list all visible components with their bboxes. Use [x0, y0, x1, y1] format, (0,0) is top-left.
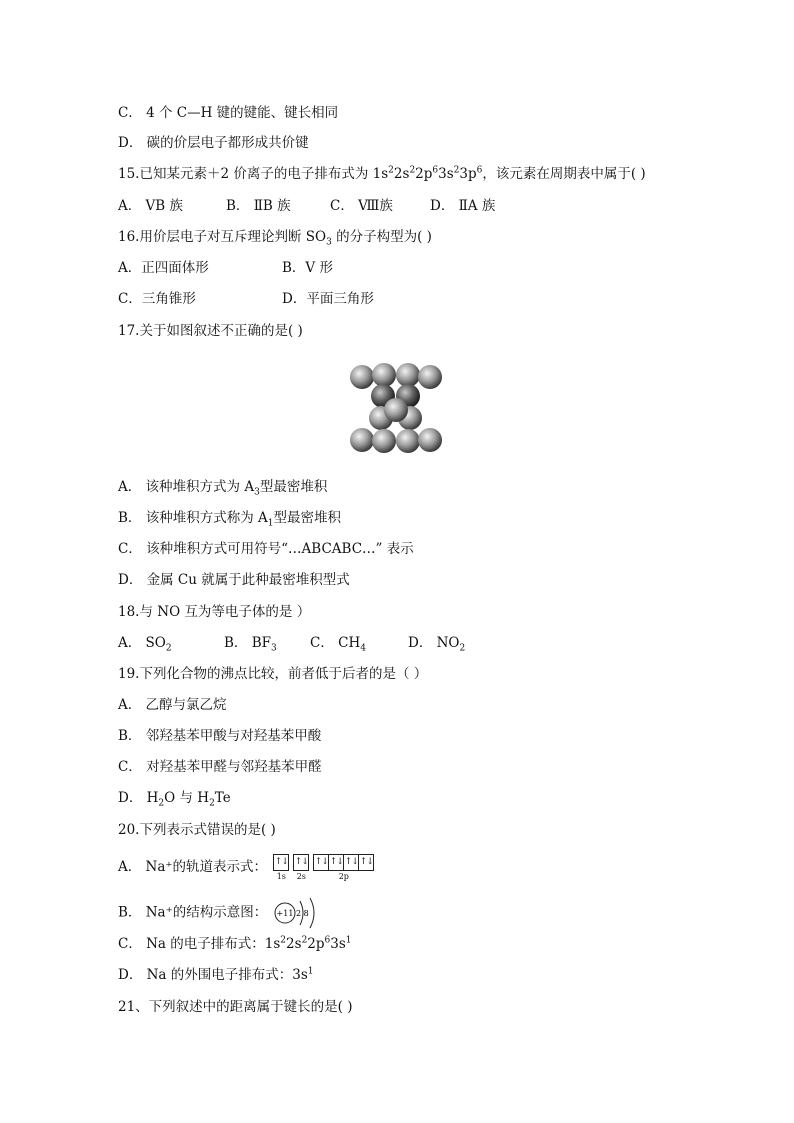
question-20: 20.下列表示式错误的是( )	[118, 822, 276, 838]
question-18: 18.与 NO 互为等电子体的是 ）	[118, 604, 311, 620]
option-19b: B． 邻羟基苯甲酸与对羟基苯甲酸	[118, 728, 322, 744]
orbital-box-1s: ↑↓	[274, 857, 288, 867]
sphere-layer-bottom	[350, 428, 442, 453]
option-20a: A． Na⁺的轨道表示式： ↑↓ 1s ↑↓ 2s ↑↓ ↑↓ ↑↓ ↑↓ 2p	[118, 854, 378, 881]
orbital-label-1s: 1s	[276, 872, 286, 881]
orbital-box-2p-4: ↑↓	[359, 857, 373, 867]
option-16c: C．三角锥形	[118, 291, 196, 307]
orbital-box-2p-2: ↑↓	[329, 855, 344, 870]
option-17c: C． 该种堆积方式可用符号“…ABCABC…” 表示	[118, 541, 414, 557]
option-16d: D．平面三角形	[282, 291, 374, 307]
option-14c: C． 4 个 C—H 键的键能、键长相同	[118, 105, 339, 121]
option-20d: D． Na 的外围电子排布式：$3s^1$	[118, 966, 314, 983]
options-16cd	[118, 290, 374, 308]
option-17d: D． 金属 Cu 就属于此种最密堆积型式	[118, 572, 350, 588]
options-18	[118, 634, 465, 652]
option-18b: B． $BF_3$	[224, 635, 277, 654]
question-17: 17.关于如图叙述不正确的是( )	[118, 323, 303, 339]
na-ion-structure-diagram	[272, 896, 328, 930]
orbital-box-2p-3: ↑↓	[344, 855, 359, 870]
orbital-diagram	[273, 854, 378, 881]
option-14d: D． 碳的价层电子都形成共价键	[118, 135, 309, 151]
close-packing-figure	[348, 360, 444, 456]
question-19: 19.下列化合物的沸点比较，前者低于后者的是（ ）	[118, 666, 428, 682]
question-15: 15.已知某元素＋2 价离子的电子排布式为 $1s^22s^22p^63s^23p^6$，该元素在周期表中属于( )	[118, 165, 646, 182]
option-16b: B．V 形	[282, 260, 333, 276]
option-18d: D． $NO_2$	[408, 635, 466, 654]
orbital-label-2p: 2p	[338, 872, 349, 881]
option-19a: A． 乙醇与氯乙烷	[118, 697, 227, 713]
orbital-label-2s: 2s	[296, 872, 306, 881]
option-19d: D． $H_2O$ 与 $H_2Te$	[118, 790, 231, 809]
question-16: 16.用价层电子对互斥理论判断 $SO_3$ 的分子构型为( )	[118, 229, 432, 248]
sphere-layer-middle	[369, 384, 422, 430]
option-15b: B． ⅡB 族	[226, 198, 291, 214]
options-16ab	[118, 259, 333, 277]
option-18a: A． $SO_2$	[118, 635, 172, 654]
option-20c: C． Na 的电子排布式：$1s^22s^22p^63s^1$	[118, 935, 352, 952]
shell-electrons: 2 8	[295, 909, 309, 918]
option-15c: C． Ⅷ族	[330, 198, 393, 214]
options-15	[118, 197, 495, 215]
option-17a: A． 该种堆积方式为 $A_3$型最密堆积	[118, 479, 328, 498]
sphere-layer-top	[350, 363, 442, 389]
option-19c: C． 对羟基苯甲醛与邻羟基苯甲醛	[118, 759, 322, 775]
orbital-box-2s: ↑↓	[294, 857, 308, 867]
option-16a: A．正四面体形	[118, 260, 209, 276]
option-17b: B． 该种堆积方式称为 $A_1$型最密堆积	[118, 510, 341, 529]
option-15d: D． ⅡA 族	[430, 198, 496, 214]
option-18c: C． $CH_4$	[310, 635, 366, 654]
option-15a: A． ⅤB 族	[118, 198, 184, 214]
orbital-box-2p-1: ↑↓	[314, 855, 329, 870]
nucleus-charge: +11	[276, 909, 293, 918]
option-20b: B． Na⁺的结构示意图： +11 2 8	[118, 896, 328, 930]
question-21: 21、下列叙述中的距离属于键长的是( )	[118, 999, 353, 1015]
